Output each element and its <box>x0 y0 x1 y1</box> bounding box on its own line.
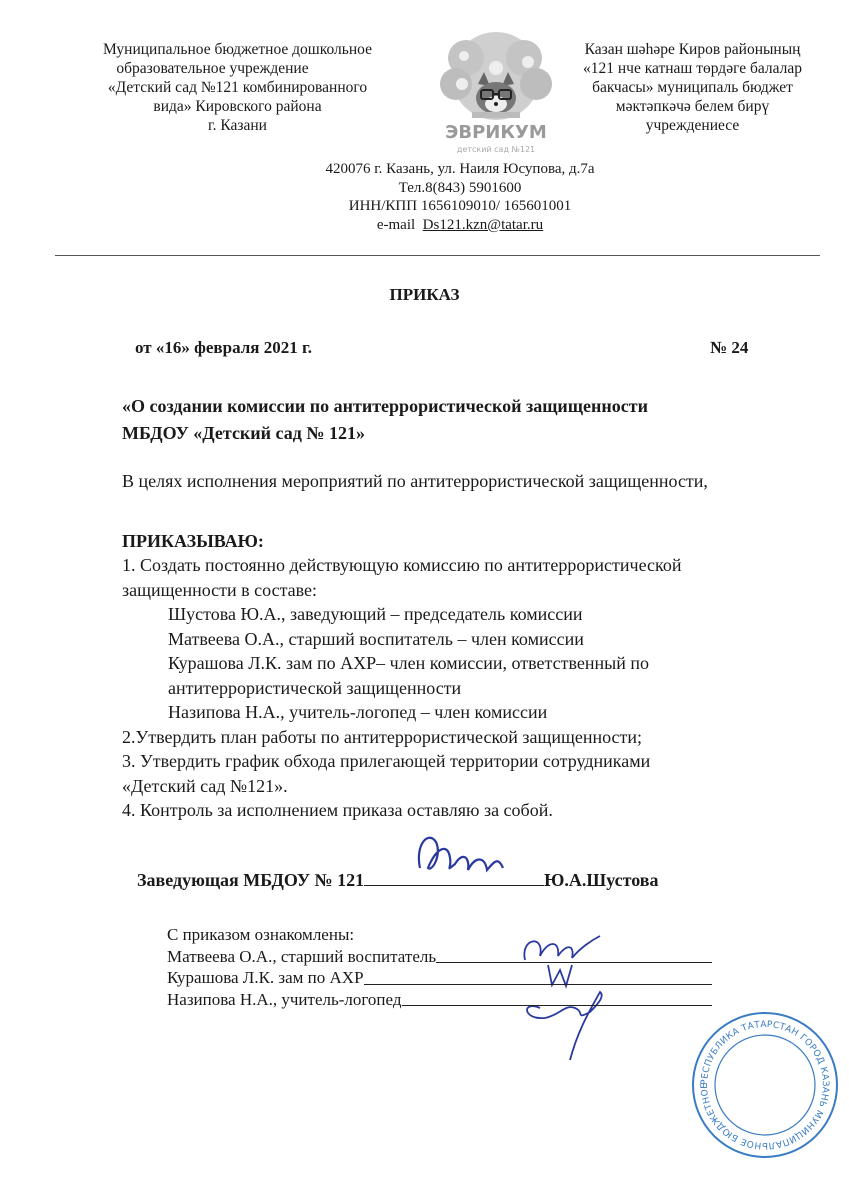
document-date: от «16» февраля 2021 г. <box>135 338 313 357</box>
commission-member: антитеррористической защищенности <box>168 677 462 698</box>
header-left-line: Муниципальное бюджетное дошкольное <box>103 41 372 58</box>
document-intro: В целях исполнения мероприятий по антитеррористической защищенности, <box>122 471 708 491</box>
order-item: защищенности в составе: <box>122 579 318 600</box>
acknowledgement-row <box>167 967 712 989</box>
head-signature-icon <box>419 838 503 870</box>
order-item: 1. Создать постоянно действующую комиссию по антитеррористической <box>122 555 682 575</box>
order-item: 3. Утвердить график обхода прилегающей территории сотрудниками <box>122 751 651 771</box>
header-right-line: мәктәпкәчә белем бирү <box>615 98 770 115</box>
order-word: ПРИКАЗЫВАЮ: <box>122 531 264 551</box>
header-org-name-ru <box>60 40 415 135</box>
header-left-line: г. Казани <box>208 117 267 134</box>
header-right-line: «121 нче катнаш төрдәге балалар <box>582 60 802 77</box>
acknowledgement-row <box>167 946 712 968</box>
order-item: 4. Контроль за исполнением приказа оставляю за собой. <box>122 800 553 820</box>
phone-line: Тел.8(843) 5901600 <box>398 179 522 196</box>
header-left-line: вида» Кировского района <box>153 98 322 115</box>
order-items <box>122 553 681 823</box>
email-line <box>250 216 670 235</box>
fox-mascot-icon <box>432 28 560 156</box>
official-stamp <box>690 1010 840 1165</box>
subject-line: «О создании комиссии по антитеррористической защищенности <box>122 396 648 416</box>
header-right-line: учреждениесе <box>645 117 740 134</box>
header-right-line: Казан шәһәре Киров районының <box>584 41 801 58</box>
acknowledged-person: Матвеева О.А., старший воспитатель <box>167 946 437 966</box>
commission-member: Назипова Н.А., учитель-логопед – член комиссии <box>168 702 548 722</box>
address-block <box>250 160 670 234</box>
email-label: e-mail <box>376 216 416 233</box>
document-subject <box>122 393 648 447</box>
acknowledgement-row <box>167 989 712 1011</box>
header-left-line: образовательное учреждение <box>116 60 309 77</box>
acknowledged-person: Курашова Л.К. зам по АХР <box>167 968 364 987</box>
director-position: Заведующая МБДОУ № 121 <box>137 870 365 890</box>
acknowledgement-heading: С приказом ознакомлены: <box>167 925 355 944</box>
director-name: Ю.А.Шустова <box>544 870 659 890</box>
document-title: ПРИКАЗ <box>389 285 460 304</box>
acknowledgement-block <box>167 924 712 1010</box>
round-seal-stamp-icon <box>690 1010 840 1160</box>
subject-line: МБДОУ «Детский сад № 121» <box>122 423 365 443</box>
address-line: 420076 г. Казань, ул. Наиля Юсупова, д.7а <box>325 161 595 177</box>
signature-line <box>364 870 544 886</box>
acknowledged-person: Назипова Н.А., учитель-логопед <box>167 989 402 1009</box>
signature-line <box>402 989 712 1007</box>
logo-name: ЭВРИКУМ <box>445 122 547 143</box>
order-item: 2.Утвердить план работы по антитеррористической защищенности; <box>122 726 643 747</box>
commission-member: Курашова Л.К. зам по АХР– член комиссии, ответственный по <box>168 653 649 673</box>
header-left-line: «Детский сад №121 комбинированного <box>107 79 368 96</box>
header-divider <box>55 255 820 256</box>
document-number: № 24 <box>710 338 749 357</box>
svg-text:РЕСПУБЛИКА ТАТАРСТАН ГОРОД КАЗ <box>690 1010 830 1150</box>
logo-subtitle: детский сад №121 <box>456 145 536 154</box>
inn-kpp-line: ИНН/КПП 1656109010/ 165601001 <box>348 198 572 214</box>
director-signature-block <box>137 870 659 891</box>
header-right-line: бакчасы» муниципаль бюджет <box>592 79 793 96</box>
order-item: «Детский сад №121». <box>122 775 288 796</box>
commission-member: Матвеева О.А., старший воспитатель – член комиссии <box>168 628 584 649</box>
kindergarten-logo <box>432 28 560 161</box>
header-org-name-tt <box>560 40 825 135</box>
stamp-ring-text: РЕСПУБЛИКА ТАТАРСТАН ГОРОД КАЗАНЬ МУНИЦИПАЛЬНОЕ БЮДЖЕТНОЕ <box>699 1019 831 1151</box>
signature-line <box>364 967 712 985</box>
email-link[interactable]: Ds121.kzn@tatar.ru <box>422 216 544 233</box>
commission-member: Шустова Ю.А., заведующий – председатель комиссии <box>168 604 583 624</box>
signature-line <box>436 946 712 964</box>
